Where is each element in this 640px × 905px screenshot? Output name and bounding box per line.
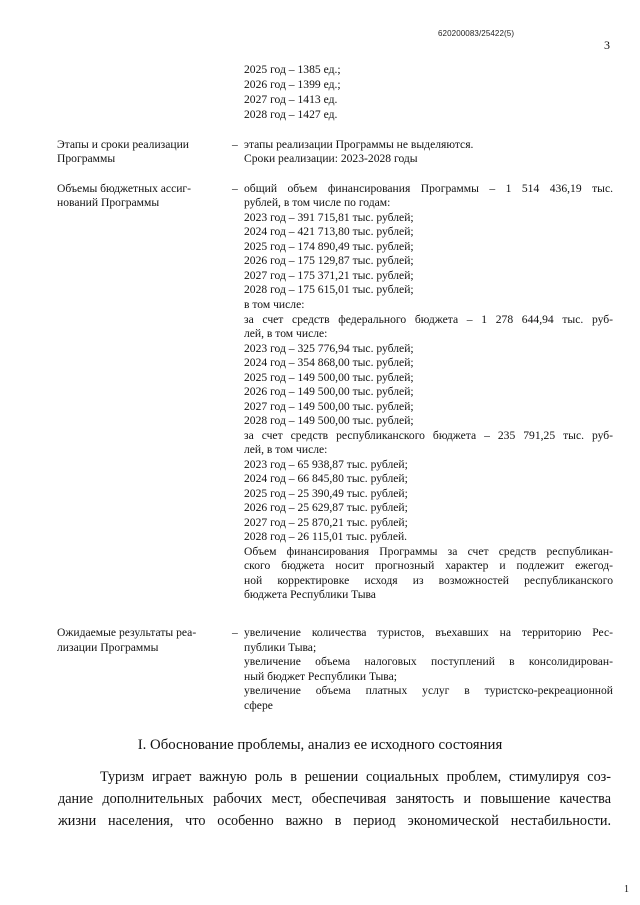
paragraph-line: жизни населения, что особенно важно в период экономической нестабильности. <box>58 813 611 829</box>
republic-year-line: 2027 год – 25 870,21 тыс. рублей; <box>244 516 408 529</box>
row-dash: – <box>232 138 238 151</box>
page-number: 3 <box>604 38 610 52</box>
federal-year-line: 2025 год – 149 500,00 тыс. рублей; <box>244 371 414 384</box>
republic-year-line: 2028 год – 26 115,01 тыс. рублей. <box>244 530 408 543</box>
results-line: увеличение количества туристов, въехавших на территорию Рес- <box>244 626 613 639</box>
budget-year-line: 2028 год – 175 615,01 тыс. рублей; <box>244 283 414 296</box>
results-line: сфере <box>244 699 273 712</box>
document-code: 620200083/25422(5) <box>438 29 515 38</box>
results-line: увеличение объема налоговых поступлений в консолидирован- <box>244 655 613 668</box>
paragraph-line: Туризм играет важную роль в решении социальных проблем, стимулируя соз- <box>100 769 611 785</box>
budget-year-line: 2025 год – 174 890,49 тыс. рублей; <box>244 240 414 253</box>
budget-note-line: ского бюджета носит прогнозный характер и подлежит ежегод- <box>244 559 613 572</box>
top-year-line: 2027 год – 1413 ед. <box>244 93 338 106</box>
stages-label: Этапы и сроки реализации <box>57 138 189 151</box>
republic-year-line: 2023 год – 65 938,87 тыс. рублей; <box>244 458 408 471</box>
budget-year-line: 2027 год – 175 371,21 тыс. рублей; <box>244 269 414 282</box>
budget-year-line: 2026 год – 175 129,87 тыс. рублей; <box>244 254 414 267</box>
republic-line: лей, в том числе: <box>244 443 328 456</box>
republic-year-line: 2024 год – 66 845,80 тыс. рублей; <box>244 472 408 485</box>
federal-year-line: 2028 год – 149 500,00 тыс. рублей; <box>244 414 414 427</box>
section-heading: I. Обоснование проблемы, анализ ее исходного состояния <box>137 737 503 753</box>
federal-year-line: 2026 год – 149 500,00 тыс. рублей; <box>244 385 414 398</box>
row-dash: – <box>232 626 238 639</box>
budget-label: нований Программы <box>57 196 160 209</box>
stages-line: этапы реализации Программы не выделяются. <box>244 138 474 151</box>
budget-note-line: Объем финансирования Программы за счет средств республикан- <box>244 545 613 558</box>
budget-year-line: 2024 год – 421 713,80 тыс. рублей; <box>244 225 414 238</box>
paragraph-line: дание дополнительных рабочих мест, обеспечивая занятость и повышение качества <box>58 791 611 807</box>
budget-note-line: ной корректировке исходя из возможностей республиканского <box>244 574 613 587</box>
top-year-line: 2026 год – 1399 ед.; <box>244 78 341 91</box>
results-label: лизации Программы <box>57 641 159 654</box>
top-year-line: 2028 год – 1427 ед. <box>244 108 338 121</box>
budget-incl-line: в том числе: <box>244 298 305 311</box>
federal-line: за счет средств федерального бюджета – 1 278 644,94 тыс. руб- <box>244 313 613 326</box>
corner-mark: 1 <box>624 884 629 895</box>
budget-total-line: общий объем финансирования Программы – 1 514 436,19 тыс. <box>244 182 613 195</box>
budget-note-line: бюджета Республики Тыва <box>244 588 376 601</box>
results-line: увеличение объема платных услуг в туристско-рекреационной <box>244 684 613 697</box>
budget-label: Объемы бюджетных ассиг- <box>57 182 192 195</box>
row-dash: – <box>232 182 238 195</box>
stages-label: Программы <box>57 152 116 165</box>
republic-year-line: 2025 год – 25 390,49 тыс. рублей; <box>244 487 408 500</box>
republic-line: за счет средств республиканского бюджета – 235 791,25 тыс. руб- <box>244 429 613 442</box>
federal-line: лей, в том числе: <box>244 327 328 340</box>
federal-year-line: 2027 год – 149 500,00 тыс. рублей; <box>244 400 414 413</box>
results-label: Ожидаемые результаты реа- <box>57 626 197 639</box>
republic-year-line: 2026 год – 25 629,87 тыс. рублей; <box>244 501 408 514</box>
budget-year-line: 2023 год – 391 715,81 тыс. рублей; <box>244 211 414 224</box>
federal-year-line: 2024 год – 354 868,00 тыс. рублей; <box>244 356 414 369</box>
results-line: ный бюджет Республики Тыва; <box>244 670 397 683</box>
top-year-line: 2025 год – 1385 ед.; <box>244 63 341 76</box>
budget-total-line: рублей, в том числе по годам: <box>244 196 391 209</box>
stages-line: Сроки реализации: 2023-2028 годы <box>244 152 418 165</box>
results-line: публики Тыва; <box>244 641 317 654</box>
federal-year-line: 2023 год – 325 776,94 тыс. рублей; <box>244 342 414 355</box>
